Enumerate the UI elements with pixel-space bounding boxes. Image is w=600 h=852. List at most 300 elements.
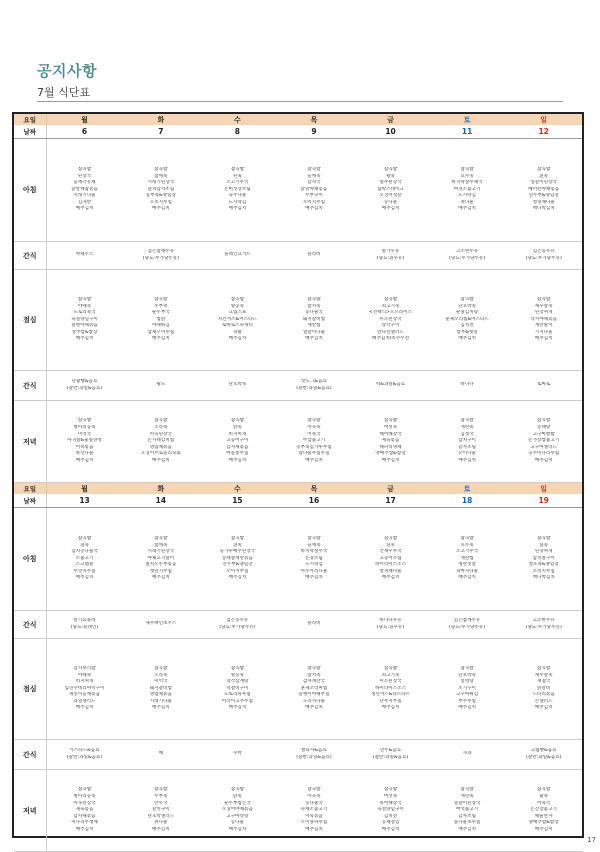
menu-cell [276,740,353,770]
menu-cell [429,242,506,270]
date-label: 날짜 [14,125,46,139]
menu-item: 동태탕 [537,425,551,431]
menu-item: (갈반:과일&음료) [372,754,409,760]
lunch-row [14,270,582,371]
menu-item: 깻잎지무침 [149,568,172,574]
menu-item: 멸치오두부볶음 [145,562,177,568]
menu-cell [352,139,429,242]
menu-item: 검은콩두유 [226,617,249,623]
weekday-cell: 일 [505,483,582,495]
menu-item: 검은참깨두유 [453,617,481,623]
menu-cell [199,508,276,611]
menu-item: 쑥갓나물 [75,451,94,457]
menu-item: 감자조림 [458,444,476,450]
menu-item: 배추김치 [534,336,553,342]
menu-item: 취나물 [154,820,168,826]
menu-item: 공채절임 [381,820,400,826]
menu-item: 마늘쫑무침 [226,451,249,457]
menu-item: 참나물무침무침 [298,451,330,457]
menu-cell [46,242,123,270]
menu-cell [429,270,506,371]
menu-item: 바나나 [460,382,474,388]
menu-item: 해파리냉채 [379,444,402,450]
menu-cell [505,270,582,371]
menu-item: 닭알케찹볶음 [71,186,98,192]
menu-item: 백나박김치 [532,206,555,212]
menu-item: 잡곡밥 [307,296,321,302]
menu-item: 부추무침 [458,698,476,704]
menu-item: 아욱된장국 [73,800,96,806]
menu-item: 야채죽 [77,672,92,678]
menu-item: 고구마샐러드 [530,444,557,450]
menu-item: 참치죽 [307,303,321,309]
menu-item: 소라죽 [154,425,168,431]
menu-item: 잡곡밥 [77,296,92,302]
menu-item: 세송이들깨볶음 [68,692,101,698]
menu-item: 검은참깨두유 [147,248,175,254]
menu-item: 돌나물초무침 [453,820,481,826]
menu-item: 배추김치 [381,575,400,581]
menu-item: 김칫국 [460,431,474,437]
menu-item: 잡곡밥 [77,787,92,793]
menu-item: 오이나물 [458,451,476,457]
menu-cell [429,508,506,611]
snack-pm-label: 간식 [14,740,46,770]
menu-item: 흰죽 [539,173,549,179]
menu-item: 잡곡밥 [537,296,551,302]
menu-item: 야채튀김 [151,323,170,329]
menu-item: 얼갈이된장국 [453,800,481,806]
menu-item: 바나나우유 [379,617,402,623]
menu-item: 땅콩죽 [230,672,245,678]
menu-item: 돼지갈비찜 [302,316,326,322]
breakfast-label: 아침 [14,139,46,242]
menu-item: 오이지무침 [226,568,249,574]
menu-item: 배추김치 [534,826,553,832]
menu-cell [199,139,276,242]
menu-item: 고등어조림 [379,555,402,561]
weekday-cell: 목 [276,483,353,495]
menu-item: 버섯죽 [383,425,398,431]
menu-item: 백나박김치 [532,575,555,581]
menu-item: 삼치구이 [458,438,476,444]
menu-cell [46,611,123,639]
menu-item: 어묵국 [537,800,551,806]
page-subtitle: 7월 식단표 [37,86,90,99]
menu-item: 잡곡밥 [154,535,168,541]
menu-item: 콩나물국 [305,800,323,806]
date-cell: 15 [199,494,276,508]
menu-item: 아주까리나물 [300,568,328,574]
menu-item: 배추김치 [381,457,400,463]
day-label: 요일 [14,114,46,125]
weekday-cell: 일 [505,114,582,125]
menu-item: 흰죽 [386,542,395,548]
subtitle-divider [37,101,563,102]
menu-item: 도시락김 [305,562,323,568]
menu-cell [46,401,123,483]
menu-item: 무맛지무침 [73,568,96,574]
menu-cell [505,770,582,852]
menu-item: 스크램블 [75,562,94,568]
menu-item: 배추김치 [75,705,94,711]
menu-item: 콩나물 [230,820,245,826]
menu-item: 잡곡밥 [230,418,245,424]
menu-cell [46,270,123,371]
menu-item: 하이라이스소스 [374,562,407,568]
menu-item: 단호박죽 [458,303,476,309]
weekday-cell: 수 [199,483,276,495]
menu-item: 과일샐러드 [73,698,96,704]
menu-item: 순두부국 [151,310,170,316]
menu-item: 두부죽 [154,794,168,800]
menu-item: 취나물 [460,199,474,205]
date-cell: 13 [46,494,123,508]
menu-item: 배추김치 [228,336,247,342]
menu-cell [199,611,276,639]
menu-item: (당뇨:무가당두유) [142,255,179,261]
menu-cell [123,242,200,270]
menu-item: (당뇨:플레인) [70,624,99,630]
date-cell: 11 [429,125,506,139]
menu-cell [429,401,506,483]
menu-item: 오징어브로콜리숙회 [140,451,181,457]
menu-item: 잡곡밥 [307,535,321,541]
menu-cell [123,270,200,371]
menu-cell [352,508,429,611]
menu-item: 배추김치 [75,336,94,342]
menu-item: 계란죽 [460,794,474,800]
menu-item: <선택식>오므라이스 [368,310,413,316]
menu-item: 비지찌개 [75,679,94,685]
menu-item: 아삭이고추무침 [221,698,253,704]
menu-item: 배추김치 [305,457,323,463]
menu-item: 어묵볶음 [305,813,323,819]
menu-item: 명란젓갈 [458,562,476,568]
menu-item: 김자반 [77,199,92,205]
menu-item: 잡곡밥 [460,787,474,793]
menu-item: 미소된장국 [379,679,402,685]
menu-item: 흰죽 [80,542,89,548]
menu-cell [505,139,582,242]
menu-item: 배추김치 [381,826,400,832]
menu-item: 쇠고기죽 [381,672,400,678]
menu-item: 오징어젓갈 [379,193,402,199]
menu-item: 배추김치 [458,705,476,711]
menu-cell [123,740,200,770]
menu-item: 새우살죽 [534,303,553,309]
menu-item: 들깨죽 [307,173,321,179]
menu-item: 임연수데리야끼구이 [64,685,105,691]
menu-item: 잡곡밥 [230,665,245,671]
menu-item: 배추김치 [305,206,323,212]
menu-item: 배추김치 [228,457,247,463]
menu-item: 쌈무&깻잎 [456,329,478,335]
menu-item: 배추김치 [151,336,170,342]
weekday-cell: 월 [46,483,123,495]
menu-item: 연두부&양념장 [222,562,253,568]
menu-item: 고구마쌀밥 [532,431,555,437]
snack-am-label: 간식 [14,611,46,639]
menu-item: 시래기된장국 [147,549,175,555]
menu-item: 들깨각유채 [73,180,96,186]
menu-cell [276,639,353,740]
menu-item: 육설양념구이 [377,807,404,813]
menu-item: 고등어구이 [226,438,249,444]
menu-item: 잡곡밥 [230,166,245,172]
menu-item: 단무지무침 [379,698,402,704]
menu-item: 된죽 [232,173,242,179]
menu-cell [352,740,429,770]
menu-item: 잡곡밥 [154,296,168,302]
menu-item: 배추김치 [381,705,400,711]
menu-item: 배추김치 [151,575,170,581]
menu-item: 동부묵&양념장 [145,193,176,199]
menu-item: 치킨까스&머스타드 [217,316,257,322]
menu-item: 배추김치 [458,826,476,832]
menu-item: 얼갈이된장국 [530,180,557,186]
menu-item: 잡곡밥 [230,296,245,302]
menu-item: 참깨죽 [154,173,168,179]
menu-item: 닭알야채볶음 [300,186,328,192]
menu-cell [46,371,123,401]
menu-item: 바지락살무국 [300,549,328,555]
menu-cell [505,508,582,611]
menu-item: 느타리볶음 [532,692,555,698]
menu-item: 고소한두유 [455,248,479,254]
menu-item: 피클 [232,329,242,335]
menu-item: 소불고기 [75,555,94,561]
menu-item: 잡곡밥 [307,787,321,793]
menu-item: 배추김치 [75,575,94,581]
menu-item: 카스타드&음료 [69,747,100,753]
breakfast-row [14,139,582,242]
menu-item: 닭죽 [232,794,242,800]
menu-item: 호두죽 [460,542,474,548]
meal-table-frame [12,112,584,838]
menu-item: 잡곡밥 [537,166,551,172]
menu-item: 미소된장국 [379,316,402,322]
date-cell: 6 [46,125,123,139]
menu-item: 감자국 [307,180,321,186]
menu-cell [352,611,429,639]
menu-item: 가지나물 [534,329,553,335]
menu-item: 명엽채볶음 [149,692,172,698]
dinner-label: 저녁 [14,401,46,483]
weekday-header-row [14,114,582,125]
menu-item: 소고기무국 [226,180,249,186]
menu-item: 단호박죽 [458,672,476,678]
menu-item: 뚜삼불고기 [302,438,326,444]
menu-item: 들깨죽 [307,542,321,548]
menu-item: 배추김치 [458,336,476,342]
menu-cell [199,740,276,770]
menu-item: (당뇨:무가당두유) [448,255,486,261]
menu-item: 된장찌개 [534,549,553,555]
page-title: 공지사항 [37,62,97,80]
menu-item: 잡곡밥 [537,535,551,541]
menu-cell [276,242,353,270]
menu-cell [123,401,200,483]
menu-item: 제육볶음 [75,807,94,813]
date-cell: 8 [199,125,276,139]
menu-item: 도토리묵국 [73,310,96,316]
menu-item: 잡곡밥 [230,535,245,541]
menu-item: 잡곡밥 [154,787,168,793]
menu-item: 피마자나물 [455,568,479,574]
menu-item: 잡곡밥 [307,665,321,671]
menu-item: 제주백년초주스 [145,621,177,627]
menu-cell [46,639,123,740]
snack-pm-label: 간식 [14,371,46,401]
menu-item: 볼멘야채볶음 [71,323,98,329]
menu-item: 계란찜 [307,323,321,329]
menu-item: 고구마맛탕 [226,813,249,819]
weekday-cell: 목 [276,114,353,125]
menu-item: 김치전 [383,813,398,819]
menu-item: 비지찌개 [228,431,247,437]
menu-item: 배추김치 [305,826,323,832]
menu-cell [46,508,123,611]
menu-item: 배추김치 [75,826,94,832]
weekday-cell: 토 [429,483,506,495]
menu-item: 골뱅이야채무침 [298,692,330,698]
menu-item: 잡곡밥 [383,166,398,172]
menu-item: 장각삼계탕 [226,679,249,685]
menu-item: 쇠고기죽 [381,303,400,309]
snack-am-row [14,242,582,270]
menu-item: 오징어야채볶음 [221,807,253,813]
weekday-cell: 화 [123,114,200,125]
menu-item: 돈버섯장조림 [224,186,251,192]
weekday-cell: 화 [123,483,200,495]
menu-item: 동부묵김가루무침 [296,444,332,450]
page-number: 17 [587,836,596,844]
weekday-cell: 월 [46,114,123,125]
menu-item: 쌀과자&음료 [301,747,327,753]
meal-table [14,114,582,852]
menu-cell [199,371,276,401]
date-row [14,125,582,139]
menu-item: 병아리콩죽 [73,425,96,431]
menu-item: (당뇨:무가당두유) [525,624,562,630]
menu-item: 잡곡밥 [154,418,168,424]
menu-item: 북어해장국 [379,800,402,806]
menu-cell [429,770,506,852]
menu-item: 배추김치 [228,705,247,711]
menu-item: 양배추쌈&쌈장 [375,451,406,457]
menu-item: 낙지야채볶음 [530,316,557,322]
menu-item: 잡곡밥 [307,418,321,424]
date-label: 날짜 [14,494,46,508]
menu-item: 감자조림 [458,813,476,819]
menu-item: 돼지갈비찜 [149,685,172,691]
date-cell: 16 [276,494,353,508]
menu-item: 육설양념구이 [71,316,98,322]
menu-cell [46,770,123,852]
menu-item: 돈사태김치찜 [147,438,175,444]
menu-item: 어묵볶음 [75,444,94,450]
menu-item: 수박 [232,751,242,757]
menu-item: 잡곡밥 [383,535,398,541]
menu-item: 갈치감자조림 [147,186,175,192]
menu-item: 된장찌개 [534,310,553,316]
menu-cell [429,639,506,740]
menu-cell [199,242,276,270]
menu-item: 돈간장불고기 [530,807,557,813]
menu-item: 사과 [462,751,472,757]
snack-pm-row [14,740,582,770]
menu-cell [352,371,429,401]
menu-item: 계란말이 [534,323,553,329]
menu-item: 파채소불고기 [300,807,328,813]
menu-item: 참치죽 [307,672,321,678]
menu-item: (갈반:과일&음료) [66,385,103,391]
menu-item: 병아리콩죽 [73,794,96,800]
menu-cell [46,139,123,242]
menu-item: 잡곡밥 [307,166,321,172]
menu-item: 배추김치 [151,206,170,212]
menu-cell [352,639,429,740]
menu-cell [123,770,200,852]
menu-item: 아욱죽 [307,425,321,431]
menu-item: (갈반:과일&음료) [66,754,103,760]
menu-item: 콘샐러드 [534,698,553,704]
menu-item: 삼채오이무침 [147,329,175,335]
menu-item: 배추김치/족수수전 [372,336,410,342]
menu-item: 계란죽 [460,425,474,431]
menu-item: (당뇨:흰우유) [376,624,405,630]
menu-item: 감자계란국 [302,679,326,685]
menu-item: 오복지무침 [149,199,172,205]
menu-item: 플라비 [307,621,321,627]
menu-item: 새우살죽 [534,672,553,678]
menu-item: 토마토스파게티 [221,323,253,329]
menu-item: 배추김치 [305,705,323,711]
menu-item: 배추김치 [458,457,476,463]
menu-item: 훈제오리찜&머스터드 [445,316,489,322]
menu-item: 소라죽 [154,672,168,678]
menu-item: 잡곡밥 [537,787,551,793]
menu-item: 만두&음료 [379,747,402,753]
menu-item: 숙주미나리무침 [528,451,560,457]
menu-cell [352,242,429,270]
menu-cell [505,371,582,401]
weekday-cell: 금 [352,483,429,495]
menu-item: 바지락살무채국 [451,180,483,186]
dinner-label: 저녁 [14,770,46,852]
menu-item: 베이컨야채볶음 [528,186,560,192]
menu-item: 야채죽 [77,303,92,309]
weekday-header-row [14,483,582,495]
date-cell: 19 [505,494,582,508]
menu-item: 미나리무생채 [71,820,98,826]
menu-item: (당뇨:흰우유) [376,255,405,261]
menu-cell [352,770,429,852]
menu-item: 돈가장쌈불고기 [528,438,560,444]
menu-item: 재첩국 [537,679,551,685]
date-cell: 18 [429,494,506,508]
menu-item: 배추김치 [458,575,476,581]
lunch-label: 점심 [14,639,46,740]
menu-item: 조기구이 [458,685,476,691]
menu-cell [123,371,200,401]
menu-item: 어묵국 [307,431,321,437]
menu-cell [429,371,506,401]
menu-cell [505,740,582,770]
menu-item: 잡곡밥 [460,418,474,424]
menu-cell [352,270,429,371]
